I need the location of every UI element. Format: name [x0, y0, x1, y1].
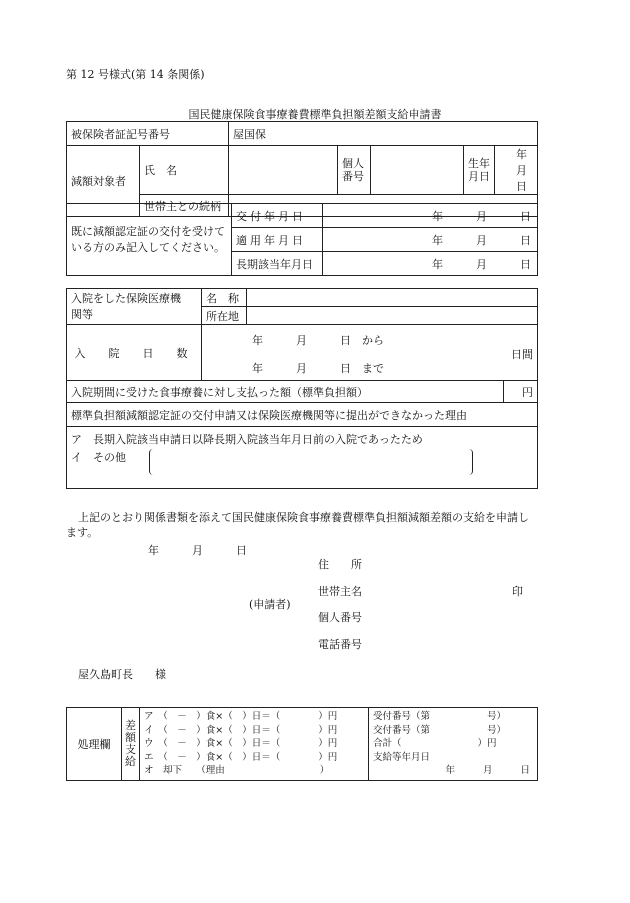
calc-line-e: エ （ － ）食×（ ）日＝（ ）円 [144, 751, 338, 763]
receipt-info[interactable] [369, 708, 538, 781]
reason-option-a[interactable]: ア 長期入院該当申請日以降長期入院該当年月日前の入院であったため [71, 433, 423, 446]
calc-line-o: オ 却下 （理由 ） [144, 765, 330, 776]
name-label: 氏 名 [140, 146, 229, 195]
paid-amount-label: 入院期間に受けた食事療養に対し支払った額（標準負担額） [67, 381, 504, 403]
long-term-date-label: 長期該当年月日 [232, 252, 323, 276]
addressee: 屋久島町長 様 [78, 668, 166, 681]
applicant-label: (申請者) [249, 598, 291, 611]
certificate-note: 既に減額認定証の交付を受けている方のみ記入してください。 [67, 204, 232, 276]
hospital-address-field[interactable] [247, 307, 538, 325]
issue-number: 交付番号（第 号） [373, 724, 507, 736]
insurance-card-value: 屋国保 [233, 127, 266, 141]
calc-line-u: ウ （ － ）食×（ ）日＝（ ）円 [144, 738, 338, 749]
diff-label: 差 額 支 給 [122, 708, 140, 781]
form-title: 国民健康保険食事療養費標準負担額差額支給申請書 [188, 108, 442, 121]
hospital-label: 入院をした保険医療機 関等 [67, 289, 202, 325]
processing-label: 処理欄 [67, 708, 122, 781]
other-reason-bracket[interactable] [149, 449, 473, 475]
birth-date-field[interactable]: 年 月 日 [495, 146, 538, 195]
head-name-label: 世帯主名 [318, 585, 362, 598]
relation-label: 世帯主との続柄 [140, 195, 229, 217]
form-number: 第 12 号様式(第 14 条関係) [66, 68, 205, 81]
personal-no-label-2: 個人番号 [318, 611, 362, 624]
issue-date-field[interactable]: 年 月 日 [323, 204, 538, 228]
hospital-address-label: 所在地 [202, 307, 247, 325]
apply-date-field[interactable]: 年 月 日 [323, 228, 538, 252]
reason-field[interactable] [67, 427, 538, 489]
birth-label: 生年 月日 [464, 146, 495, 195]
issue-date-label: 交付年月日 [232, 204, 323, 228]
certificate-table [66, 203, 538, 276]
personal-no-label: 個人 番号 [338, 146, 371, 195]
admission-from: 年 月 日 から [252, 333, 384, 347]
calc-line-i: イ （ － ）食×（ ）日＝（ ）円 [144, 724, 338, 736]
admission-days-unit: 日間 [511, 347, 533, 361]
insurance-card-field[interactable] [229, 122, 538, 146]
declaration-line-2: ます。 [66, 526, 99, 539]
hospital-name-label: 名 称 [202, 289, 247, 307]
seal-mark: 印 [512, 585, 523, 598]
admission-period-field[interactable] [202, 325, 538, 381]
personal-no-field[interactable] [371, 146, 464, 195]
calc-lines[interactable] [140, 708, 369, 781]
long-term-date-field[interactable]: 年 月 日 [323, 252, 538, 276]
hospitalization-table [66, 288, 538, 489]
declaration-line-1: 上記のとおり関係書類を添えて国民健康保険食事療養費標準負担額減額差額の支給を申請し [78, 511, 529, 524]
reason-option-i[interactable]: イ その他 [71, 451, 126, 464]
paid-amount-field[interactable]: 円 [503, 381, 537, 403]
phone-label: 電話番号 [318, 638, 362, 651]
name-field[interactable] [229, 146, 338, 195]
payment-date-label: 支給等年月日 [373, 751, 431, 763]
payment-date-value: 年 月 日 [445, 765, 533, 776]
insurance-card-label: 被保険者証記号番号 [67, 122, 229, 146]
hospital-name-field[interactable] [247, 289, 538, 307]
calc-line-a: ア （ － ）食×（ ）日＝（ ）円 [144, 711, 338, 722]
reduction-target-label: 減額対象者 [67, 146, 140, 217]
application-date[interactable]: 年 月 日 [148, 544, 247, 557]
office-use-table [66, 707, 538, 781]
admission-to: 年 月 日 まで [252, 361, 384, 375]
reason-label: 標準負担額減額認定証の交付申請又は保険医療機関等に提出ができなかった理由 [67, 403, 538, 427]
receipt-number: 受付番号（第 号） [373, 711, 507, 722]
admission-days-label: 入 院 日 数 [67, 325, 202, 381]
address-label: 住 所 [318, 558, 362, 571]
total-amount: 合計（ ）円 [373, 738, 497, 749]
apply-date-label: 適用年月日 [232, 228, 323, 252]
